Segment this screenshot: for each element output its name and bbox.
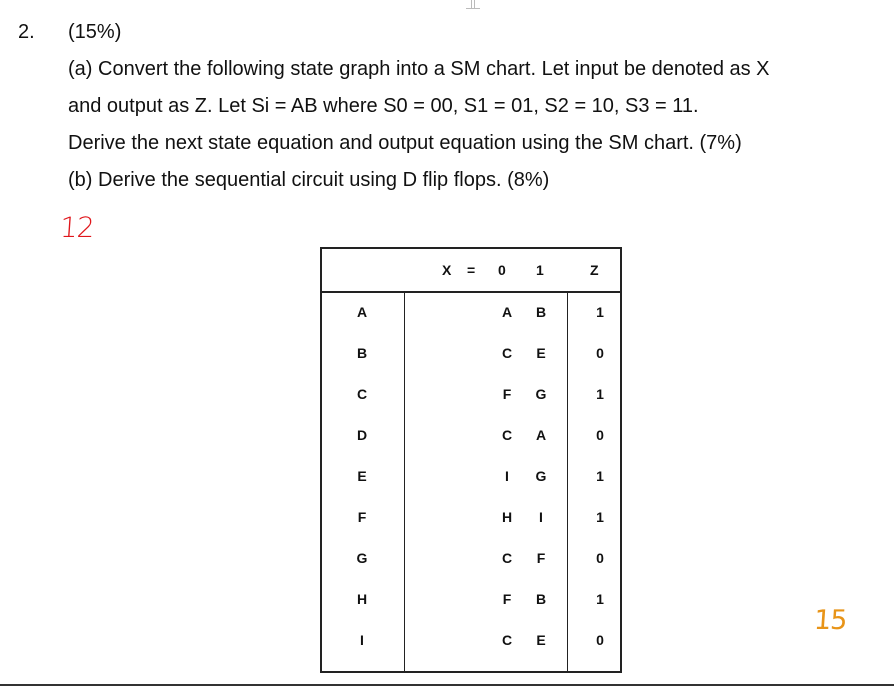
header-input-1: 1 <box>536 262 544 278</box>
present-state: E <box>357 468 367 484</box>
question-line-derive-equations: Derive the next state equation and output equation using the SM chart. (7%) <box>68 132 742 154</box>
present-state: C <box>356 386 368 402</box>
bottom-divider <box>0 684 894 686</box>
next-state-x0: F <box>502 591 512 607</box>
output-z: 0 <box>596 427 604 443</box>
next-state-x0: C <box>501 550 513 566</box>
state-table-header <box>322 249 620 293</box>
next-state-x0: I <box>505 468 509 484</box>
output-z: 1 <box>596 591 604 607</box>
table-row <box>322 467 620 485</box>
next-state-x1: G <box>535 468 547 484</box>
output-z: 1 <box>596 304 604 320</box>
output-z: 1 <box>596 468 604 484</box>
table-row <box>322 631 620 649</box>
table-row <box>322 385 620 403</box>
header-equals: = <box>467 262 476 278</box>
question-text <box>68 18 878 203</box>
output-z: 0 <box>596 345 604 361</box>
output-z: 1 <box>596 509 604 525</box>
table-row <box>322 508 620 526</box>
header-input-label: X <box>442 262 452 278</box>
table-row <box>322 426 620 444</box>
next-state-x1: F <box>536 550 546 566</box>
question-line-points: (15%) <box>68 21 122 43</box>
output-z: 1 <box>596 386 604 402</box>
next-state-x1: A <box>535 427 547 443</box>
handwritten-score-red: 12 <box>58 211 95 244</box>
present-state: I <box>360 632 364 648</box>
next-state-x1: E <box>536 632 546 648</box>
next-state-x1: I <box>539 509 543 525</box>
question-line-state-assignment: and output as Z. Let Si = AB where S0 = 00, S1 = 01, S2 = 10, S3 = 11. <box>68 95 699 117</box>
header-input-0: 0 <box>498 262 506 278</box>
present-state: H <box>356 591 368 607</box>
header-output: Z <box>590 262 599 278</box>
next-state-x0: A <box>501 304 513 320</box>
present-state: G <box>356 550 368 566</box>
next-state-x0: C <box>501 345 513 361</box>
present-state: B <box>356 345 368 361</box>
question-line-part-b: (b) Derive the sequential circuit using D flip flops. (8%) <box>68 169 550 191</box>
present-state: F <box>357 509 367 525</box>
table-row <box>322 344 620 362</box>
present-state: D <box>356 427 368 443</box>
handwritten-score-orange: 15 <box>812 605 848 636</box>
next-state-x1: E <box>536 345 546 361</box>
next-state-x0: H <box>501 509 513 525</box>
question-line-part-a: (a) Convert the following state graph into a SM chart. Let input be denoted as X <box>68 58 770 80</box>
table-row <box>322 303 620 321</box>
present-state: A <box>356 304 368 320</box>
next-state-x1: B <box>535 304 547 320</box>
next-state-x0: F <box>502 386 512 402</box>
next-state-x0: C <box>501 632 513 648</box>
output-z: 0 <box>596 550 604 566</box>
table-row <box>322 590 620 608</box>
top-edge-mark <box>466 0 480 9</box>
question-number: 2. <box>18 21 35 43</box>
state-table <box>320 247 622 673</box>
output-z: 0 <box>596 632 604 648</box>
next-state-x0: C <box>501 427 513 443</box>
table-row <box>322 549 620 567</box>
next-state-x1: B <box>535 591 547 607</box>
next-state-x1: G <box>535 386 547 402</box>
